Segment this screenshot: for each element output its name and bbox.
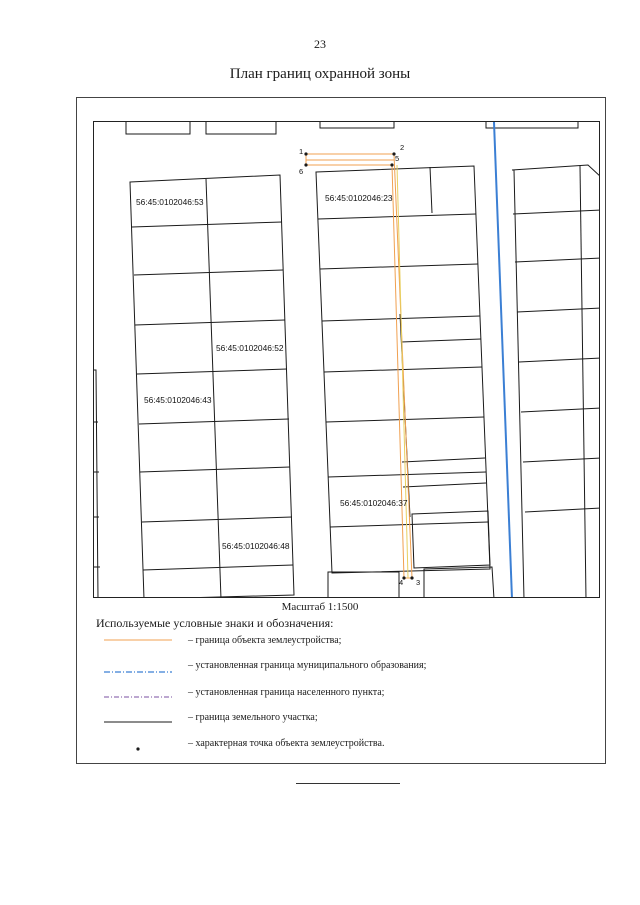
- legend-text-settlement-boundary: – установленная граница населенного пункта;: [188, 687, 385, 698]
- dot-icon: [100, 737, 180, 753]
- point-label-2: 2: [400, 143, 405, 152]
- page-title: План границ охранной зоны: [229, 66, 411, 82]
- left-block: [130, 175, 294, 598]
- parcel-label-53: 56:45:0102046:53: [136, 197, 204, 207]
- point-6-dot: [304, 163, 307, 166]
- point-label-4: 4: [399, 578, 404, 587]
- top-parcel-4: [486, 122, 578, 128]
- map-canvas: [94, 122, 600, 598]
- point-5-dot: [390, 163, 393, 166]
- map-plan: [93, 121, 600, 598]
- point-3-dot: [410, 576, 413, 579]
- legend-text-municipal-boundary: – установленная граница муниципального образования;: [188, 660, 427, 671]
- black-line-icon: [100, 711, 180, 727]
- parcel-label-48: 56:45:0102046:48: [222, 541, 290, 551]
- point-1-dot: [304, 152, 307, 155]
- top-parcel-1: [126, 122, 190, 134]
- legend-text-object-boundary: – граница объекта землеустройства;: [188, 635, 342, 646]
- parcel-label-52: 56:45:0102046:52: [216, 343, 284, 353]
- legend-title: Используемые условные знаки и обозначения:: [96, 616, 334, 630]
- point-label-5: 5: [395, 154, 400, 163]
- purple-dash-dot-line-icon: [100, 686, 180, 702]
- legend-item-object-boundary: [100, 634, 580, 650]
- municipal-boundary-line: [494, 122, 512, 598]
- legend-item-settlement-boundary: [100, 686, 580, 702]
- footer-signature-line: [296, 783, 400, 784]
- point-label-1: 1: [299, 147, 304, 156]
- legend-item-characteristic-point: [100, 737, 580, 753]
- map-scale: Масштаб 1:1500: [281, 601, 359, 613]
- right-block: [512, 165, 600, 598]
- orange-line-icon: [100, 634, 180, 650]
- top-parcel-3: [320, 122, 394, 128]
- point-label-6: 6: [299, 167, 304, 176]
- legend-item-parcel-boundary: [100, 711, 580, 727]
- point-label-3: 3: [416, 578, 421, 587]
- legend-item-municipal-boundary: [100, 659, 580, 675]
- legend-text-parcel-boundary: – граница земельного участка;: [188, 712, 318, 723]
- middle-block-lower-parcel: [412, 511, 490, 568]
- page-number: 23: [314, 37, 326, 51]
- parcel-label-43: 56:45:0102046:43: [144, 395, 212, 405]
- legend-text-characteristic-point: – характерная точка объекта землеустройства.: [188, 738, 385, 749]
- parcel-label-23: 56:45:0102046:23: [325, 193, 393, 203]
- blue-dash-dot-line-icon: [100, 659, 180, 675]
- left-block-divider: [206, 179, 221, 598]
- top-parcel-2: [206, 122, 276, 134]
- parcel-label-37: 56:45:0102046:37: [340, 498, 408, 508]
